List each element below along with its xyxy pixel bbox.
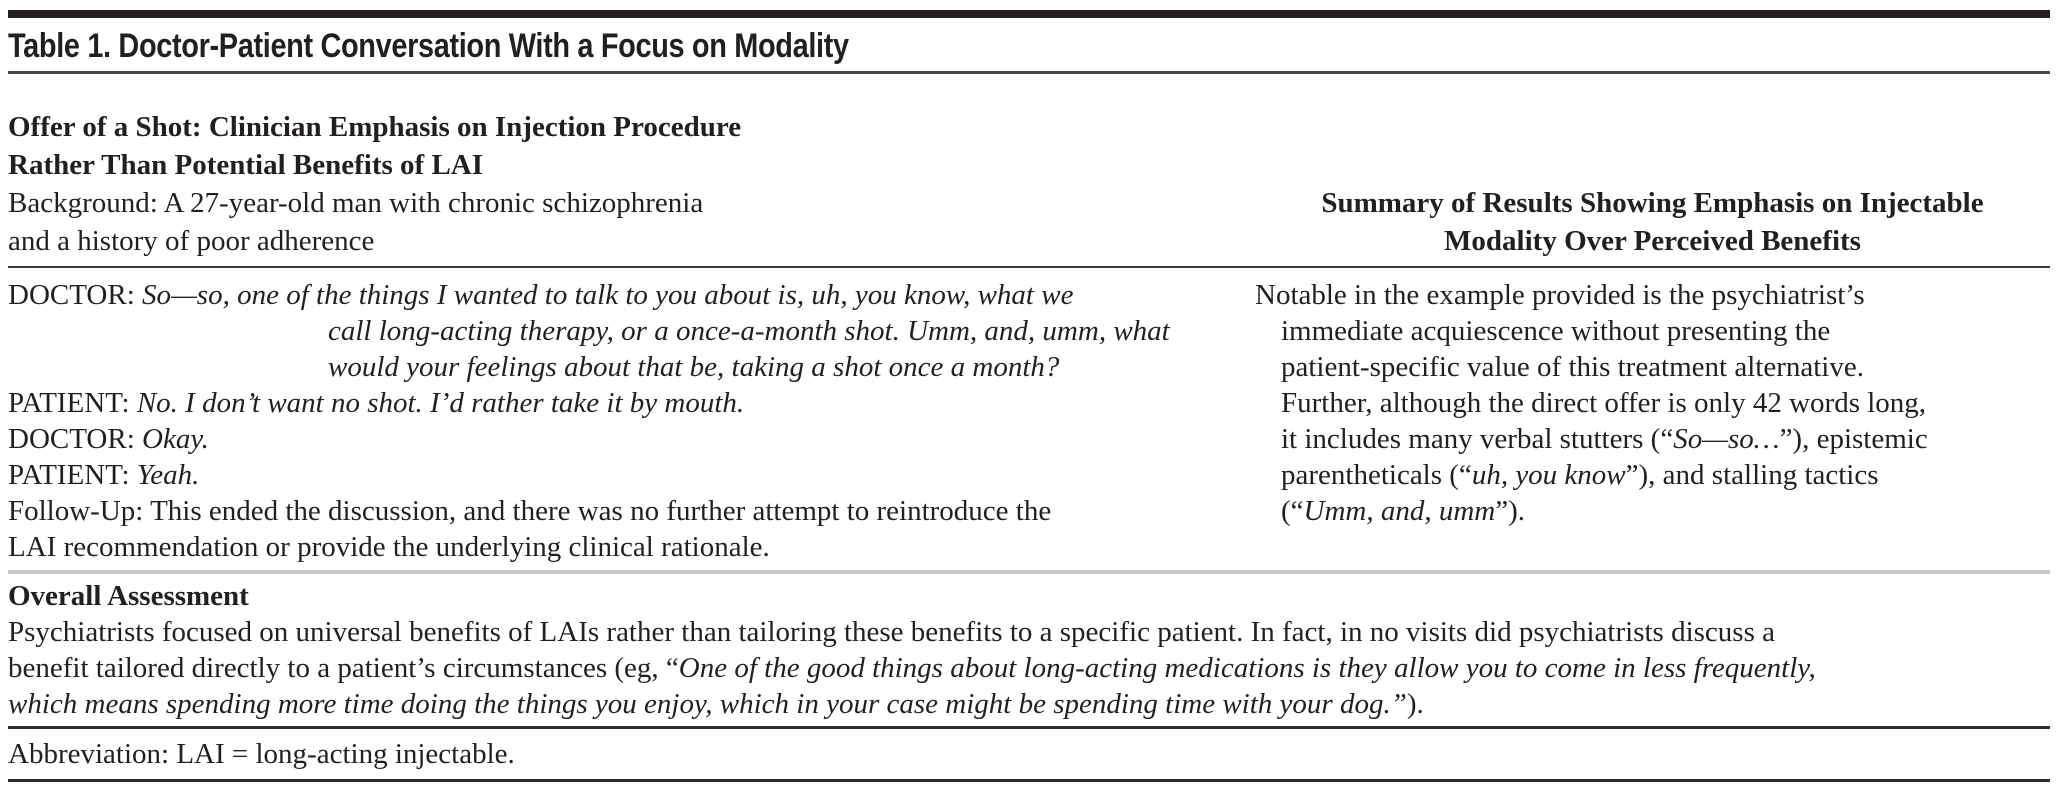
table-title — [8, 18, 2050, 71]
text-line — [1255, 349, 2050, 385]
text-segment: Further, although the direct offer is only 42 words long, — [1281, 387, 1927, 419]
left-header-bold-line: Rather Than Potential Benefits of LAI — [8, 149, 484, 181]
text-line — [1255, 457, 2050, 493]
text-line — [1255, 493, 2050, 529]
text-line — [8, 385, 1225, 421]
italic-text-segment: Umm, and, umm — [1303, 495, 1496, 527]
text-segment: DOCTOR: — [8, 279, 143, 311]
italic-text-segment: So—so… — [1673, 423, 1780, 455]
text-line — [1255, 277, 2050, 313]
text-line — [1255, 313, 2050, 349]
text-segment: Follow-Up: This ended the discussion, and there was no further attempt to reintroduce the — [8, 495, 1052, 527]
table-title-text: Table 1. Doctor-Patient Conversation With a Focus on Modality — [8, 27, 849, 65]
text-line — [8, 614, 2050, 650]
text-segment: PATIENT: — [8, 387, 137, 419]
italic-text-segment: Yeah. — [136, 459, 200, 491]
text-segment: ”). — [1495, 495, 1526, 527]
text-line — [8, 686, 2050, 722]
table-1 — [8, 10, 2050, 782]
text-segment: immediate acquiescence without presenting the — [1281, 315, 1831, 347]
text-segment: ”), and stalling tactics — [1625, 459, 1879, 491]
overall-assessment-section — [8, 574, 2050, 726]
text-segment: Abbreviation: LAI = long-acting injectable. — [8, 738, 515, 770]
text-segment: ). — [1406, 688, 1424, 720]
italic-text-segment: One of the good things about long-acting medications is they allow you to come in less frequently, — [678, 652, 1816, 684]
text-segment: PATIENT: — [8, 459, 137, 491]
italic-text-segment: So—so, one of the things I wanted to talk to you about is, uh, you know, what we — [142, 279, 1074, 311]
italic-text-segment: uh, you know — [1471, 459, 1626, 491]
abbreviation-note — [8, 729, 2050, 779]
italic-text-segment: would your feelings about that be, taking a shot once a month? — [328, 351, 1060, 383]
text-line — [8, 529, 1225, 565]
column-gap — [1225, 108, 1255, 260]
dialogue-cell — [8, 277, 1225, 565]
italic-text-segment: No. I don’t want no shot. I’d rather take it by mouth. — [136, 387, 745, 419]
text-line — [8, 277, 1225, 313]
text-segment: DOCTOR: — [8, 423, 143, 455]
text-line — [1255, 385, 2050, 421]
italic-text-segment: Okay. — [142, 423, 209, 455]
italic-text-segment: call long-acting therapy, or a once-a-month shot. Umm, and, umm, what — [328, 315, 1170, 347]
table-header-row — [8, 74, 2050, 266]
column-gap — [1225, 277, 1255, 565]
left-header-background-line: and a history of poor adherence — [8, 225, 375, 257]
right-header-line: Summary of Results Showing Emphasis on Injectable — [1321, 187, 1984, 219]
left-column-header-cell — [8, 108, 1225, 260]
text-segment: it includes many verbal stutters (“ — [1281, 423, 1674, 455]
text-line — [8, 421, 1225, 457]
text-line — [8, 457, 1225, 493]
right-header-line: Modality Over Perceived Benefits — [1444, 225, 1861, 257]
page — [0, 10, 2062, 806]
text-line — [8, 493, 1225, 529]
text-segment: benefit tailored directly to a patient’s circumstances (eg, “ — [8, 652, 679, 684]
text-segment: parentheticals (“ — [1281, 459, 1472, 491]
text-segment: patient-specific value of this treatment alternative. — [1281, 351, 1864, 383]
italic-text-segment: which means spending more time doing the things you enjoy, which in your case might be spending time with your dog.” — [8, 688, 1407, 720]
text-segment: Notable in the example provided is the psychiatrist’s — [1255, 279, 1865, 311]
left-header-background-line: Background: A 27-year-old man with chronic schizophrenia — [8, 187, 704, 219]
overall-assessment-paragraph — [8, 614, 2050, 722]
text-line — [8, 736, 2050, 772]
text-segment: Psychiatrists focused on universal benefits of LAIs rather than tailoring these benefits to a specific patient. In fact, in no visits did psychiatrists discuss a — [8, 616, 1775, 648]
left-header-bold-line: Offer of a Shot: Clinician Emphasis on Injection Procedure — [8, 111, 742, 143]
text-segment: ”), epistemic — [1779, 423, 1928, 455]
text-segment: LAI recommendation or provide the underlying clinical rationale. — [8, 531, 770, 563]
overall-assessment-heading: Overall Assessment — [8, 580, 249, 612]
text-line — [8, 313, 1225, 349]
summary-cell — [1255, 277, 2050, 565]
text-line — [8, 349, 1225, 385]
text-line — [1255, 421, 2050, 457]
table-body-row — [8, 268, 2050, 570]
right-column-header-cell — [1255, 108, 2062, 260]
text-line — [8, 650, 2050, 686]
table-bottom-rule — [8, 779, 2050, 782]
text-segment: (“ — [1281, 495, 1304, 527]
table-top-rule — [8, 10, 2050, 18]
